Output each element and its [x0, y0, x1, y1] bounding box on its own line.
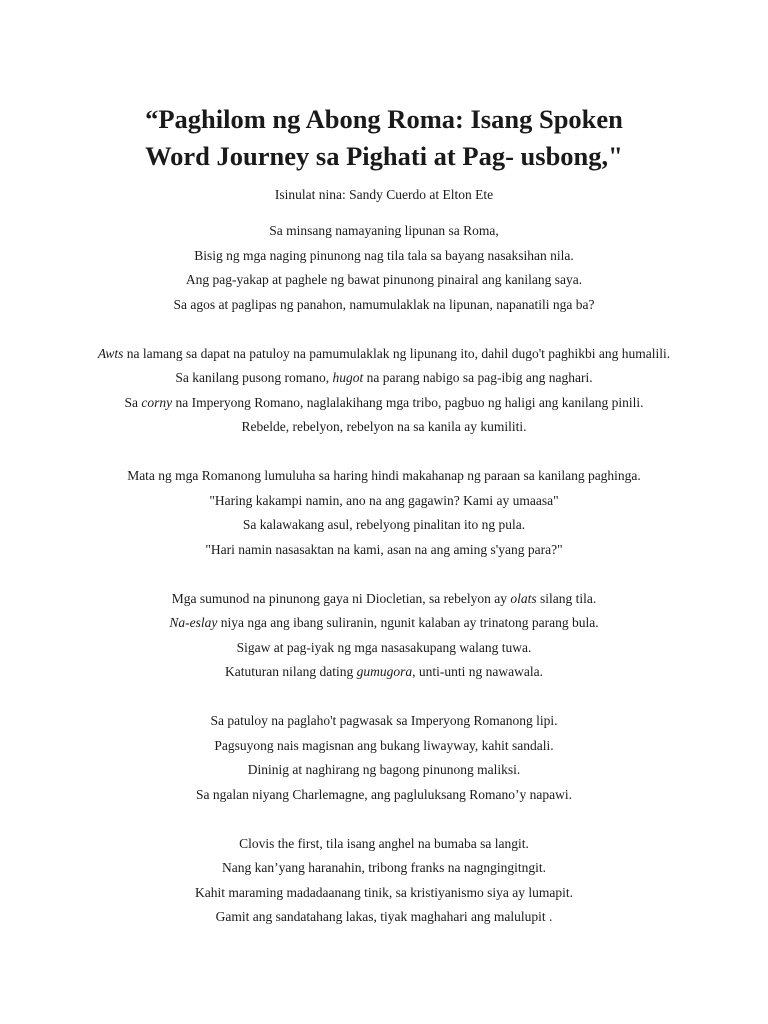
poem-line	[0, 905, 768, 930]
poem-title	[100, 101, 668, 175]
line-text: Pagsuyong nais magisnan ang bukang liwayway, kahit sandali.	[214, 737, 554, 753]
line-text: Mga sumunod na pinunong gaya ni Diocletian, sa rebelyon ay	[171, 590, 511, 606]
line-text: Ang pag-yakap at paghele ng bawat pinunong pinairal ang kanilang saya.	[185, 272, 583, 287]
poem-line	[0, 538, 768, 563]
italic-word: gumugora	[356, 664, 413, 679]
line-text: Rebelde, rebelyon, rebelyon na sa kanila ay kumiliti.	[241, 419, 527, 434]
line-text: silang tila.	[536, 590, 597, 606]
poem-line	[0, 415, 768, 440]
italic-word: corny	[141, 394, 173, 410]
stanza	[0, 832, 768, 930]
stanza	[0, 219, 768, 317]
poem-line	[0, 366, 768, 391]
line-text: Sigaw at pag-iyak ng mga nasasakupang walang tuwa.	[236, 639, 532, 655]
stanza	[0, 342, 768, 440]
line-text: na Imperyong Romano, naglalakihang mga tribo, pagbuo ng haligi ang kanilang pinili.	[172, 394, 644, 410]
poem-line	[0, 244, 768, 269]
line-text: Dininig at naghirang ng bagong pinunong maliksi.	[247, 762, 521, 777]
poem-line	[0, 219, 768, 244]
line-text: Nang kan’yang haranahin, tribong franks na nagngingitngit.	[222, 860, 546, 875]
stanza	[0, 709, 768, 807]
line-text: niya nga ang ibang suliranin, ngunit kalaban ay trinatong parang bula.	[217, 615, 599, 630]
poem-line	[0, 391, 768, 416]
line-text: "Haring kakampi namin, ano na ang gagawin? Kami ay umaasa"	[209, 492, 559, 508]
poem-line	[0, 709, 768, 734]
poem-line	[0, 464, 768, 489]
line-text: na lamang sa dapat na patuloy na pamumulaklak ng lipunang ito, dahil dugo't paghikbi ang humalili.	[123, 345, 671, 361]
poem-line	[0, 611, 768, 636]
line-text: Sa kalawakang asul, rebelyong pinalitan ito ng pula.	[242, 517, 526, 532]
poem-body	[0, 219, 768, 954]
line-text: Sa agos at paglipas ng panahon, namumulaklak na lipunan, napanatili nga ba?	[173, 296, 595, 312]
line-text: , unti-unti ng nawawala.	[412, 664, 543, 679]
italic-word: Na-eslay	[169, 615, 218, 630]
italic-word: olats	[510, 590, 537, 606]
line-text: Gamit ang sandatahang lakas, tiyak maghahari ang malulupit .	[215, 909, 553, 924]
poem-line	[0, 832, 768, 857]
line-text: Sa patuloy na paglaho't pagwasak sa Imperyong Romanong lipi.	[210, 713, 558, 728]
poem-line	[0, 587, 768, 612]
poem-line	[0, 758, 768, 783]
line-text: Clovis the first, tila isang anghel na bumaba sa langit.	[239, 835, 529, 851]
line-text: Sa kanilang pusong romano,	[175, 370, 333, 385]
poem-line	[0, 268, 768, 293]
stanza	[0, 464, 768, 562]
poem-line	[0, 489, 768, 514]
line-text: Kahit maraming madadaanang tinik, sa kristiyanismo siya ay lumapit.	[195, 884, 573, 900]
poem-line	[0, 660, 768, 685]
poem-line	[0, 342, 768, 367]
poem-line	[0, 783, 768, 808]
line-text: Mata ng mga Romanong lumuluha sa haring hindi makahanap ng paraan sa kanilang paghinga.	[127, 468, 641, 483]
italic-word: hugot	[332, 370, 364, 385]
line-text: Bisig ng mga naging pinunong nag tila tala sa bayang nasaksihan nila.	[194, 247, 574, 263]
poem-line	[0, 513, 768, 538]
poem-line	[0, 734, 768, 759]
line-text: Sa	[124, 394, 142, 410]
line-text: Katuturan nilang dating	[225, 664, 357, 679]
line-text: na parang nabigo sa pag-ibig ang naghari.	[363, 370, 593, 385]
byline: Isinulat nina: Sandy Cuerdo at Elton Ete	[274, 187, 494, 202]
poem-line	[0, 293, 768, 318]
italic-word: Awts	[97, 345, 124, 361]
poem-line	[0, 881, 768, 906]
stanza	[0, 587, 768, 685]
line-text: Sa ngalan niyang Charlemagne, ang pagluluksang Romano’y napawi.	[195, 786, 573, 802]
poem-line	[0, 636, 768, 661]
title-line-2: Word Journey sa Pighati at Pag- usbong,"	[145, 141, 623, 171]
poem-line	[0, 856, 768, 881]
line-text: "Hari namin nasasaktan na kami, asan na ang aming s'yang para?"	[205, 541, 563, 557]
title-line-1: “Paghilom ng Abong Roma: Isang Spoken	[145, 104, 623, 134]
line-text: Sa minsang namayaning lipunan sa Roma,	[269, 223, 499, 238]
